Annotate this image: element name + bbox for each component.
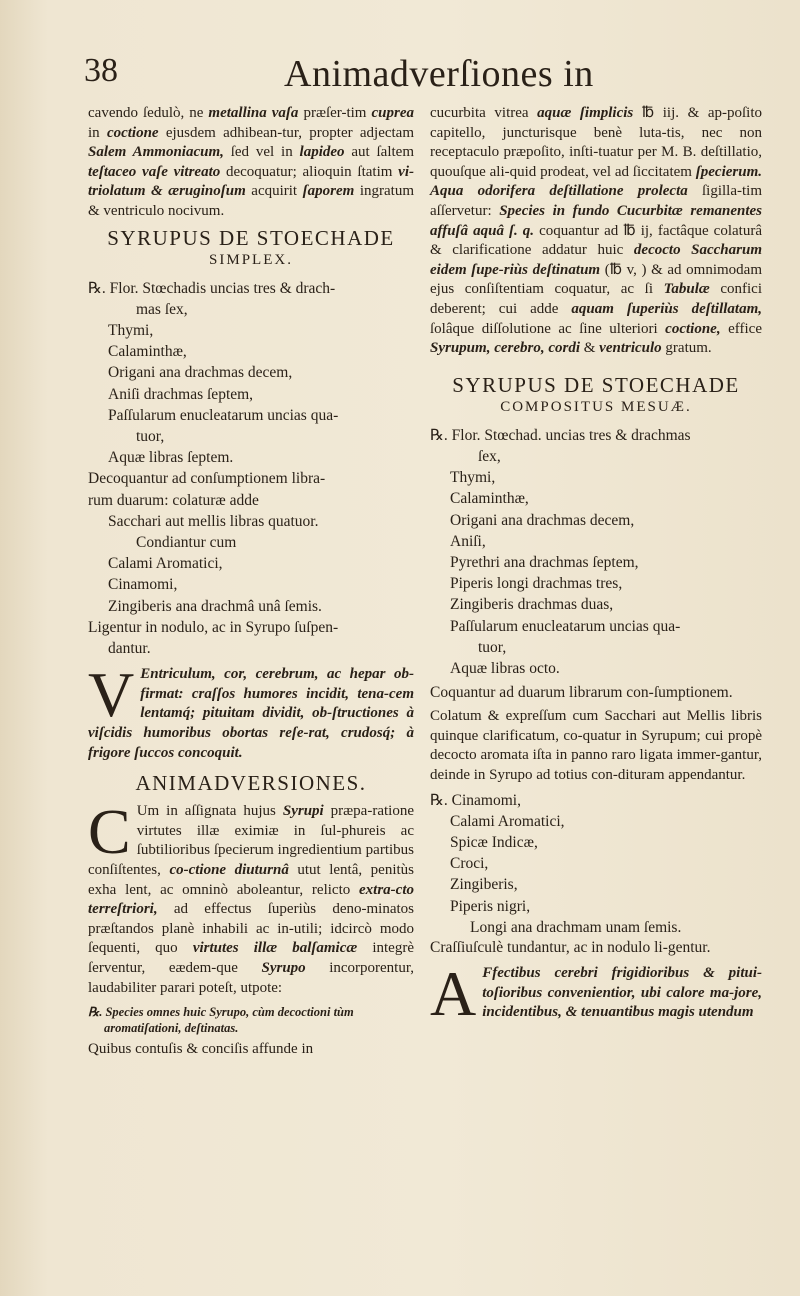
recipe-line: Piperis longi drachmas tres, bbox=[450, 575, 623, 593]
crassiuscule-paragraph: Craſſiuſculè tundantur, ac in nodulo li-gentur. bbox=[430, 938, 711, 956]
species-note: ℞. Species omnes huic Syrupo, cùm decoctioni tùm aromatiſationi, deſtinatas. bbox=[88, 1005, 354, 1036]
coquantur-paragraph: Coquantur ad duarum librarum con-ſumptionem. bbox=[430, 684, 733, 702]
recipe-line: Aquæ libras ſeptem. bbox=[108, 449, 234, 467]
recipe-line: ſex, bbox=[478, 447, 501, 465]
affectibus-paragraph: A Ffectibus cerebri frigidioribus & pitui-toſioribus convenientior, ubi calore ma-jore, incidentibus, & tenuantibus magis utendum bbox=[430, 957, 762, 1029]
recipe-line: Calaminthæ, bbox=[108, 343, 187, 361]
recipe-line: Origani ana drachmas decem, bbox=[450, 511, 635, 529]
right-column bbox=[430, 104, 762, 1029]
drop-cap-a: A bbox=[430, 957, 477, 1029]
section-subheading-compositus: COMPOSITUS MESUÆ. bbox=[500, 398, 692, 415]
recipe-line: Longi ana drachmam unam ſemis. bbox=[470, 918, 682, 936]
virtues-paragraph: V Entriculum, cor, cerebrum, ac hepar ob-firmat: craſſos humores incidit, tena-cem lentamq́; pituitam dividit, ob-ſtructiones à viſcidis humoribus obortas reſe-rat, crudosq́; à frigore ſuccos concoquit. bbox=[88, 659, 414, 761]
recipe-line: Zingiberis ana drachmâ unâ ſemis. bbox=[108, 597, 322, 615]
recipe-line: Condiantur cum bbox=[136, 534, 237, 551]
recipe-line: Aniſi, bbox=[450, 532, 486, 550]
recipe-line: rum duarum: colaturæ adde bbox=[88, 491, 259, 509]
recipe-line: tuor, bbox=[478, 638, 507, 656]
page-number: 38 bbox=[84, 52, 118, 89]
recipe-line: Piperis nigri, bbox=[450, 897, 531, 915]
recipe-line: Zingiberis drachmas duas, bbox=[450, 596, 614, 614]
colatum-paragraph: Colatum & expreſſum cum Sacchari aut Mellis libris quinque clarificatum, co-quatur in Syrupum; cui propè decocto aromata iſta in panno raro ligata immer-gantur, deinde in Syrupo ad totius con-dituram appendantur. bbox=[430, 708, 762, 783]
running-title: Animadverſiones in bbox=[284, 53, 594, 95]
drop-cap-c: C bbox=[88, 796, 131, 868]
recipe-line: Aniſi drachmas ſeptem, bbox=[108, 385, 254, 403]
recipe-line: Calaminthæ, bbox=[450, 490, 529, 508]
recipe-line: dantur. bbox=[108, 640, 151, 658]
recipe-line: Origani ana drachmas decem, bbox=[108, 364, 293, 382]
recipe-line: Zingiberis, bbox=[450, 876, 518, 894]
section-heading-compositus: SYRUPUS DE STOECHADE bbox=[452, 372, 740, 397]
recipe-compositus bbox=[430, 425, 762, 679]
animadversiones-heading: ANIMADVERSIONES. bbox=[135, 771, 367, 796]
drop-cap-v: V bbox=[88, 659, 135, 731]
recipe-line: Decoquantur ad conſumptionem libra- bbox=[88, 470, 326, 488]
recipe-line: ℞. Flor. Stœchad. uncias tres & drachmas bbox=[430, 426, 691, 444]
recipe-line: Spicæ Indicæ, bbox=[450, 833, 538, 851]
recipe-line: Cinamomi, bbox=[108, 576, 178, 594]
recipe-line: Calami Aromatici, bbox=[108, 555, 223, 573]
recipe-aromata bbox=[430, 790, 762, 938]
recipe-line: Paſſularum enucleatarum uncias qua- bbox=[108, 406, 339, 424]
recipe-line: Aquæ libras octo. bbox=[450, 659, 560, 677]
left-intro-paragraph: cavendo ſedulò, ne metallina vaſa præſer-tim cuprea in coctione ejusdem adhibean-tur, propter adjectam Salem Ammoniacum, ſed vel in lapideo aut ſaltem teſtaceo vaſe vitreato decoquatur; alioquin ſtatim vi-triolatum & æruginoſum acquirit ſaporem ingratum & ventriculo nocivum. bbox=[88, 105, 415, 219]
animadversiones-paragraph: C Um in aſſignata hujus Syrupi præpa-ratione virtutes illæ eximiæ in ſul-phureis ac ſubtilioribus ſpecierum ingredientium partibus conſiſtentes, co-ctione diuturnâ utut lentâ, penitùs exha lent, ac omninò aboleantur, relicto extra-cto terreſtriori, ad effectus ſuperiùs deno-minatos præſtandos planè inhabili ac in-utili; idcircò modo ſequenti, quo virtutes illæ balſamicæ integrè ſerventur, eædem-que Syrupo incorporentur, laudabiliter parari poteſt, utpote: bbox=[88, 796, 414, 996]
section-heading-simplex: SYRUPUS DE STOECHADE bbox=[107, 225, 395, 250]
recipe-line: Thymi, bbox=[108, 321, 154, 339]
page-header bbox=[84, 52, 764, 96]
recipe-line: Pyrethri ana drachmas ſeptem, bbox=[450, 553, 639, 571]
recipe-line: Sacchari aut mellis libras quatuor. bbox=[108, 512, 319, 530]
recipe-line: ℞. Flor. Stœchadis uncias tres & drach- bbox=[88, 279, 336, 297]
recipe-line: Ligentur in nodulo, ac in Syrupo ſuſpen- bbox=[88, 618, 339, 636]
recipe-line: Croci, bbox=[450, 855, 489, 873]
recipe-line: mas ſex, bbox=[136, 300, 188, 318]
recipe-line: ℞. Cinamomi, bbox=[430, 791, 521, 809]
recipe-line: Thymi, bbox=[450, 469, 496, 487]
closing-line: Quibus contuſis & conciſis affunde in bbox=[88, 1041, 314, 1058]
recipe-line: tuor, bbox=[136, 427, 165, 445]
recipe-simplex bbox=[88, 278, 414, 660]
recipe-line: Calami Aromatici, bbox=[450, 812, 565, 830]
section-subheading-simplex: SIMPLEX. bbox=[209, 251, 293, 268]
left-column bbox=[88, 104, 414, 1064]
right-intro-paragraph: cucurbita vitrea aquæ ſimplicis ℔ iij. & ap-poſito capitello, juncturisque benè luta-tis, nec non receptaculo præpoſito, inſti-tuatur per M. B. deſtillatio, quouſque ali-quid prodeat, vel ad ſiccitatem ſpecierum. Aqua odorifera deſtillatione prolecta ſigilla-tim aſſervetur: Species in fundo Cucurbitæ remanentes affuſâ aquâ ſ. q. coquantur ad ℔ ij, factâque colaturâ & clarificatione addatur huic decocto Saccharum eidem ſupe-riùs deſtinatum (℔ v, ) & ad omnimodam ejus conſiſtentiam coquatur, ac ſi Tabulæ confici deberent; cui adde aquam ſuperiùs deſtillatam, ſolâque diſſolutione ac ſine ulteriori coctione, effice Syrupum, cerebro, cordi & ventriculo gratum. bbox=[430, 105, 763, 357]
recipe-line: Paſſularum enucleatarum uncias qua- bbox=[450, 617, 681, 635]
